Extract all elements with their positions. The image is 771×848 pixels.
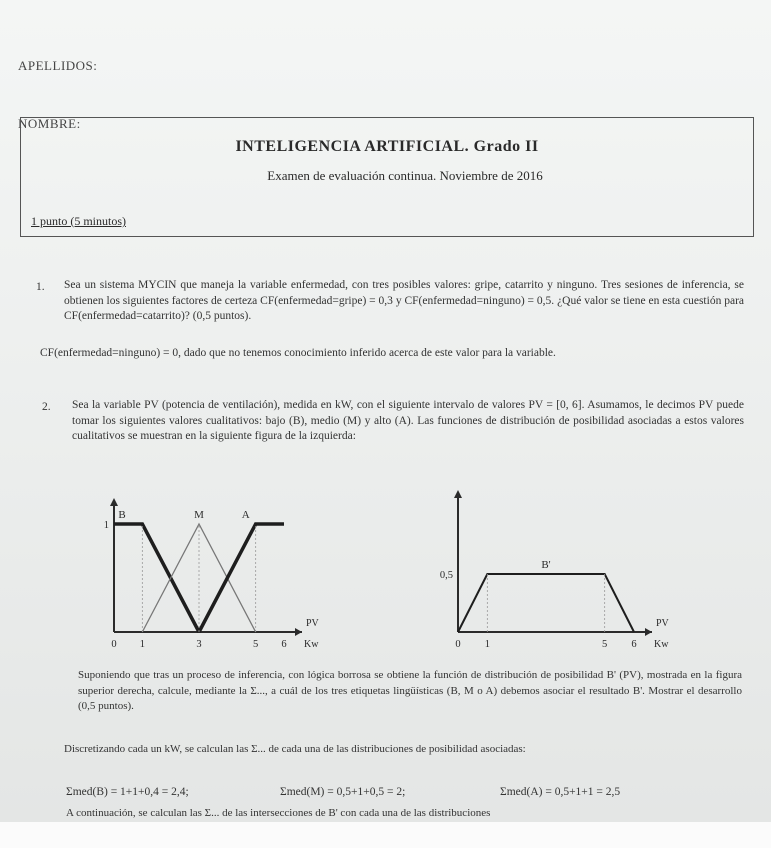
exam-subtitle: Examen de evaluación continua. Noviembre de 2016 xyxy=(267,168,543,183)
exam-header xyxy=(20,117,754,237)
series-line-a xyxy=(199,524,284,632)
question-2-number: 2. xyxy=(42,401,51,413)
x-tick-label: 1 xyxy=(484,639,490,650)
x-axis-label-var: PV xyxy=(306,618,319,629)
question-2-text: Sea la variable PV (potencia de ventilación), medida en kW, con el siguiente intervalo de valores PV = [0, 6]. Asumamos, le decimos PV puede tomar los siguientes valores cualitativos: bajo (B), medio (M) y alto (A). Las funciones de distribución de posibilidad asociadas a estos valores cualitativos se muestran en la siguiente figura de la izquierda: xyxy=(72,399,744,442)
x-tick-label: 0 xyxy=(111,639,117,650)
question-1-number: 1. xyxy=(36,281,45,293)
y-axis-arrow xyxy=(110,498,118,506)
exam-title: INTELIGENCIA ARTIFICIAL. Grado II xyxy=(235,138,539,155)
question-1-text: Sea un sistema MYCIN que maneja la variable enfermedad, con tres posibles valores: gripe, catarrito y ninguno. Tres sesiones de inferencia, se obtienen los siguientes factores de certeza CF(enfermedad=gripe) = 0,3 y CF(enfermedad=ninguno) = 0,5. ¿Qué valor se tiene en esta cuestión para CF(enfermedad=catarrito)? (0,5 puntos). xyxy=(64,279,744,322)
formula-a: Σmed(A) = 0,5+1+1 = 2,5 xyxy=(500,786,621,798)
x-tick-label: 0 xyxy=(455,639,461,650)
series-label-b: B xyxy=(118,509,126,521)
question-2-discretize: Discretizando cada un kW, se calculan las Σ... de cada una de las distribuciones de posibilidad asociadas: xyxy=(64,743,526,755)
x-tick-label: 5 xyxy=(253,639,259,650)
series-label-a: A xyxy=(241,509,250,521)
bottom-margin xyxy=(0,822,771,848)
y-axis-arrow xyxy=(454,490,462,498)
x-tick-label: 5 xyxy=(602,639,608,650)
series-label-m: M xyxy=(194,509,204,521)
question-2-last: A continuación, se calculan las Σ... de las intersecciones de B' con cada una de las distribuciones xyxy=(66,807,491,819)
series-line-bp xyxy=(458,574,634,632)
formula-b: Σmed(B) = 1+1+0,4 = 2,4; xyxy=(66,786,189,798)
x-axis-label-unit: Kw xyxy=(304,639,319,650)
exam-part: 1 punto (5 minutos) xyxy=(31,214,126,228)
x-axis-label-var: PV xyxy=(656,618,669,629)
x-tick-label: 3 xyxy=(196,639,202,650)
y-tick-label: 1 xyxy=(103,520,109,531)
membership-chart-result xyxy=(428,486,678,652)
name-field: NOMBRE: xyxy=(18,116,81,131)
x-tick-label: 1 xyxy=(139,639,145,650)
question-1-note: CF(enfermedad=ninguno) = 0, dado que no tenemos conocimiento inferido acerca de este valor para la variable. xyxy=(40,347,556,359)
x-axis-arrow xyxy=(645,628,652,636)
x-tick-label: 6 xyxy=(631,639,637,650)
series-line-b xyxy=(114,524,199,632)
series-label-bp: B' xyxy=(541,559,551,571)
surname-field: APELLIDOS: xyxy=(18,58,98,73)
membership-chart-bma xyxy=(92,492,330,652)
question-2-after: Suponiendo que tras un proceso de inferencia, con lógica borrosa se obtiene la función de distribución de posibilidad B' (PV), mostrada en la figura superior derecha, calcule, mediante la Σ..., a cuál de los tres etiquetas lingüísticas (B, M o A) debemos asociar el resultado B'. Mostrar el desarrollo (0,5 puntos). xyxy=(78,669,742,712)
x-axis-arrow xyxy=(295,628,302,636)
x-axis-label-unit: Kw xyxy=(654,639,669,650)
y-tick-label: 0,5 xyxy=(439,570,453,581)
formula-m: Σmed(M) = 0,5+1+0,5 = 2; xyxy=(280,786,406,798)
x-tick-label: 6 xyxy=(281,639,287,650)
